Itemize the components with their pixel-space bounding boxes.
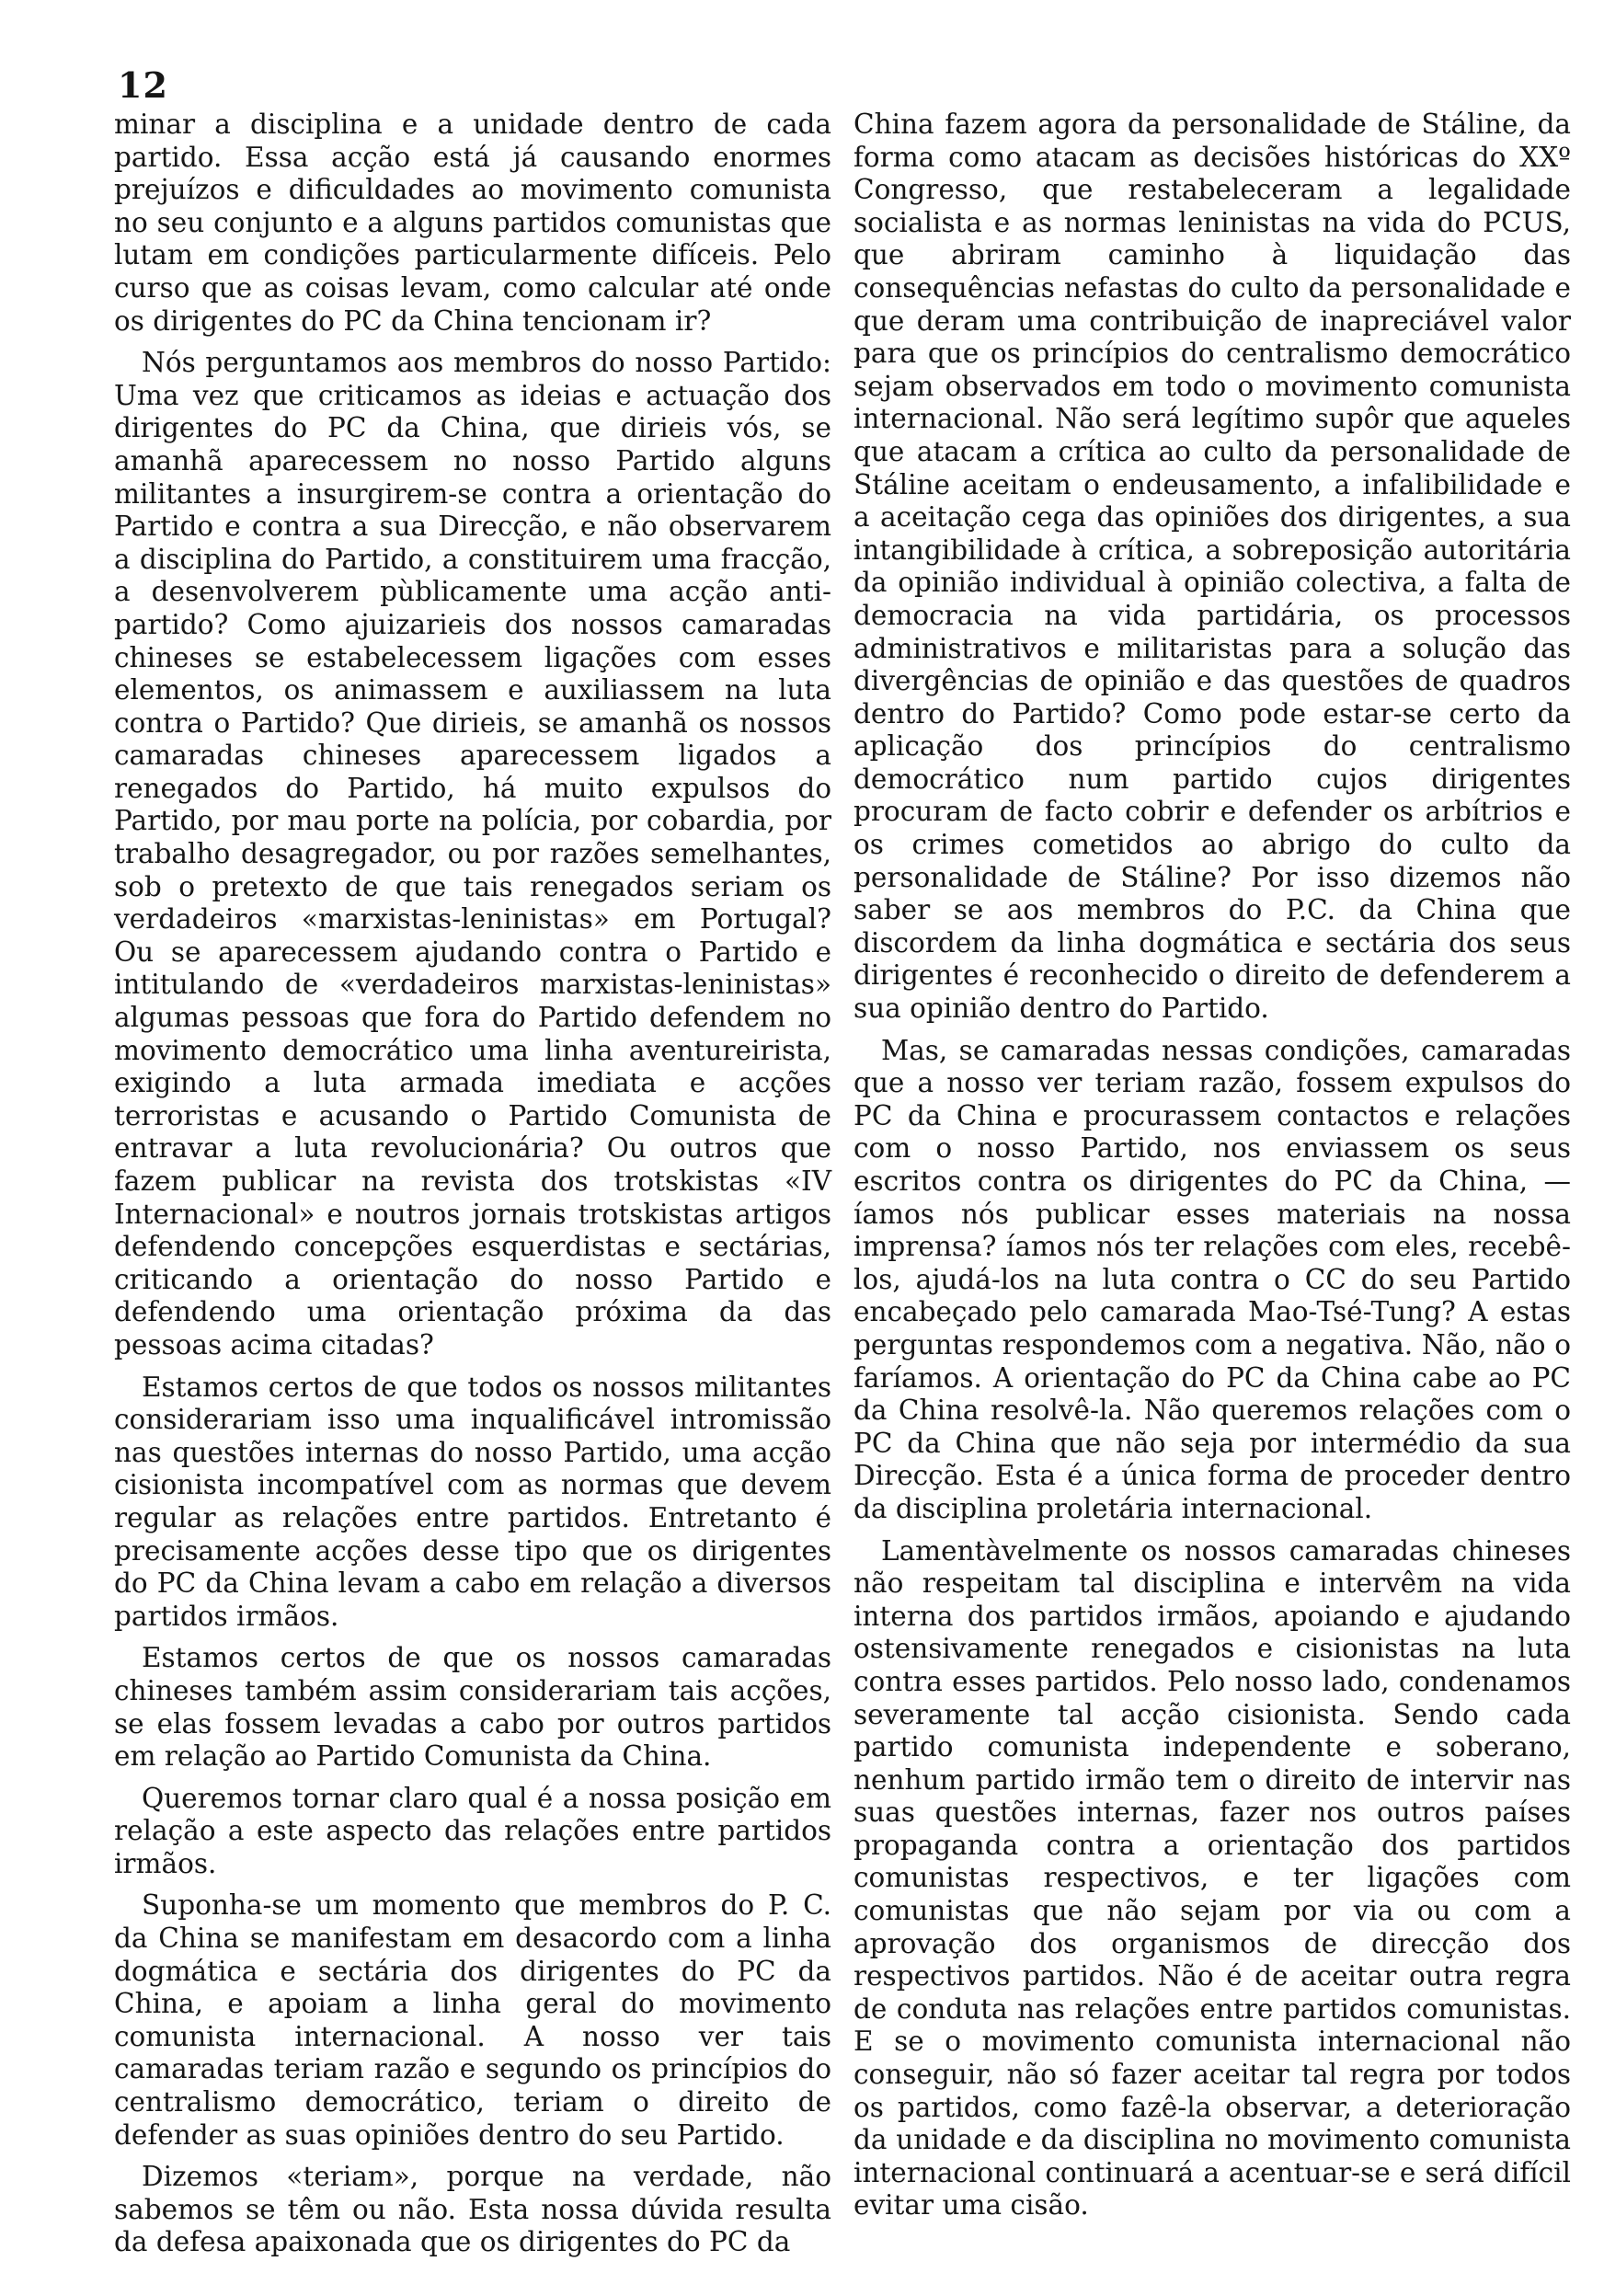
paragraph: Lamentàvelmente os nossos camaradas chineses não respeitam tal disciplina e intervêm na vida interna dos partidos irmãos, apoiando e ajudando ostensivamente renegados e cisionistas na luta contra esses partidos. Pelo nosso lado, condenamos severamente tal acção cisionista. Sendo cada partido comunista independente e soberano, nenhum partido irmão tem o direito de intervir nas suas questões internas, fazer nos outros países propaganda contra a orientação dos partidos comunistas respectivos, e ter ligações com comunistas que não sejam por via ou com a aprovação dos organismos de direcção dos respectivos partidos. Não é de aceitar outra regra de conduta nas relações entre partidos comunistas. E se o movimento comunista internacional não conseguir, não só fazer aceitar tal regra por todos os partidos, como fazê-la observar, a deterioração da unidade e da disciplina no movimento comunista internacional continuará a acentuar-se e será difícil evitar uma cisão.	[854, 1534, 1571, 2221]
page-number: 12	[118, 64, 168, 106]
left-column	[114, 109, 831, 2268]
paragraph: Suponha-se um momento que membros do P. C. da China se manifestam em desacordo com a linha dogmática e sectária dos dirigentes do PC da China, e apoiam a linha geral do movimento comunista internacional. A nosso ver tais camaradas teriam razão e segundo os princípios do centralismo democrático, teriam o direito de defender as suas opiniões dentro do seu Partido.	[114, 1889, 831, 2151]
paragraph: Estamos certos de que todos os nossos militantes considerariam isso uma inqualificável intromissão nas questões internas do nosso Partido, uma acção cisionista incompatível com as normas que devem regular as relações entre partidos. Entretanto é precisamente acções desse tipo que os dirigentes do PC da China levam a cabo em relação a diversos partidos irmãos.	[114, 1371, 831, 1632]
paragraph: Estamos certos de que os nossos camaradas chineses também assim considerariam tais acções, se elas fossem levadas a cabo por outros partidos em relação ao Partido Comunista da China.	[114, 1642, 831, 1773]
paragraph: China fazem agora da personalidade de Stáline, da forma como atacam as decisões históricas do XXº Congresso, que restabeleceram a legalidade socialista e as normas leninistas na vida do PCUS, que abriram caminho à liquidação das consequências nefastas do culto da personalidade e que deram uma contribuição de inapreciável valor para que os princípios do centralismo democrático sejam observados em todo o movimento comunista internacional. Não será legítimo supôr que aqueles que atacam a crítica ao culto da personalidade de Stáline aceitam o endeusamento, a infalibilidade e a aceitação cega das opiniões dos dirigentes, a sua intangibilidade à crítica, a sobreposição autoritária da opinião individual à opinião colectiva, a falta de democracia na vida partidária, os processos administrativos e militaristas para a solução das divergências de opinião e das questões de quadros dentro do Partido? Como pode estar-se certo da aplicação dos princípios do centralismo democrático num partido cujos dirigentes procuram de facto cobrir e defender os arbítrios e os crimes cometidos ao abrigo do culto da personalidade de Stáline? Por isso dizemos não saber se aos membros do P.C. da China que discordem da linha dogmática e sectária dos seus dirigentes é reconhecido o direito de defenderem a sua opinião dentro do Partido.	[854, 109, 1571, 1025]
paragraph: Dizemos «teriam», porque na verdade, não sabemos se têm ou não. Esta nossa dúvida resulta da defesa apaixonada que os dirigentes do PC da	[114, 2161, 831, 2258]
paragraph: Queremos tornar claro qual é a nossa posição em relação a este aspecto das relações entre partidos irmãos.	[114, 1782, 831, 1879]
right-column	[854, 109, 1571, 2232]
paragraph: Nós perguntamos aos membros do nosso Partido: Uma vez que criticamos as ideias e actuação dos dirigentes do PC da China, que dirieis vós, se amanhã aparecessem no nosso Partido alguns militantes a insurgirem-se contra a orientação do Partido e contra a sua Direcção, e não observarem a disciplina do Partido, a constituirem uma fracção, a desenvolverem pùblicamente uma acção anti-partido? Como ajuizarieis dos nossos camaradas chineses se estabelecessem ligações com esses elementos, os animassem e auxiliassem na luta contra o Partido? Que dirieis, se amanhã os nossos camaradas chineses aparecessem ligados a renegados do Partido, há muito expulsos do Partido, por mau porte na polícia, por cobardia, por trabalho desagregador, ou por razões semelhantes, sob o pretexto de que tais renegados seriam os verdadeiros «marxistas-leninistas» em Portugal? Ou se aparecessem ajudando contra o Partido e intitulando de «verdadeiros marxistas-leninistas» algumas pessoas que fora do Partido defendem no movimento democrático uma linha aventureirista, exigindo a luta armada imediata e acções terroristas e acusando o Partido Comunista de entravar a luta revolucionária? Ou outros que fazem publicar na revista dos trotskistas «IV Internacional» e noutros jornais trotskistas artigos defendendo concepções esquerdistas e sectárias, criticando a orientação do nosso Partido e defendendo uma orientação próxima da das pessoas acima citadas?	[114, 347, 831, 1360]
paragraph: minar a disciplina e a unidade dentro de cada partido. Essa acção está já causando enormes prejuízos e dificuldades ao movimento comunista no seu conjunto e a alguns partidos comunistas que lutam em condições particularmente difíceis. Pelo curso que as coisas levam, como calcular até onde os dirigentes do PC da China tencionam ir?	[114, 109, 831, 337]
paragraph: Mas, se camaradas nessas condições, camaradas que a nosso ver teriam razão, fossem expulsos do PC da China e procurassem contactos e relações com o nosso Partido, nos enviassem os seus escritos contra os dirigentes do PC da China, — íamos nós publicar esses materiais na nossa imprensa? íamos nós ter relações com eles, recebê-los, ajudá-los na luta contra o CC do seu Partido encabeçado pelo camarada Mao-Tsé-Tung? A estas perguntas respondemos com a negativa. Não, não o faríamos. A orientação do PC da China cabe ao PC da China resolvê-la. Não queremos relações com o PC da China que não seja por intermédio da sua Direcção. Esta é a única forma de proceder dentro da disciplina proletária internacional.	[854, 1034, 1571, 1524]
